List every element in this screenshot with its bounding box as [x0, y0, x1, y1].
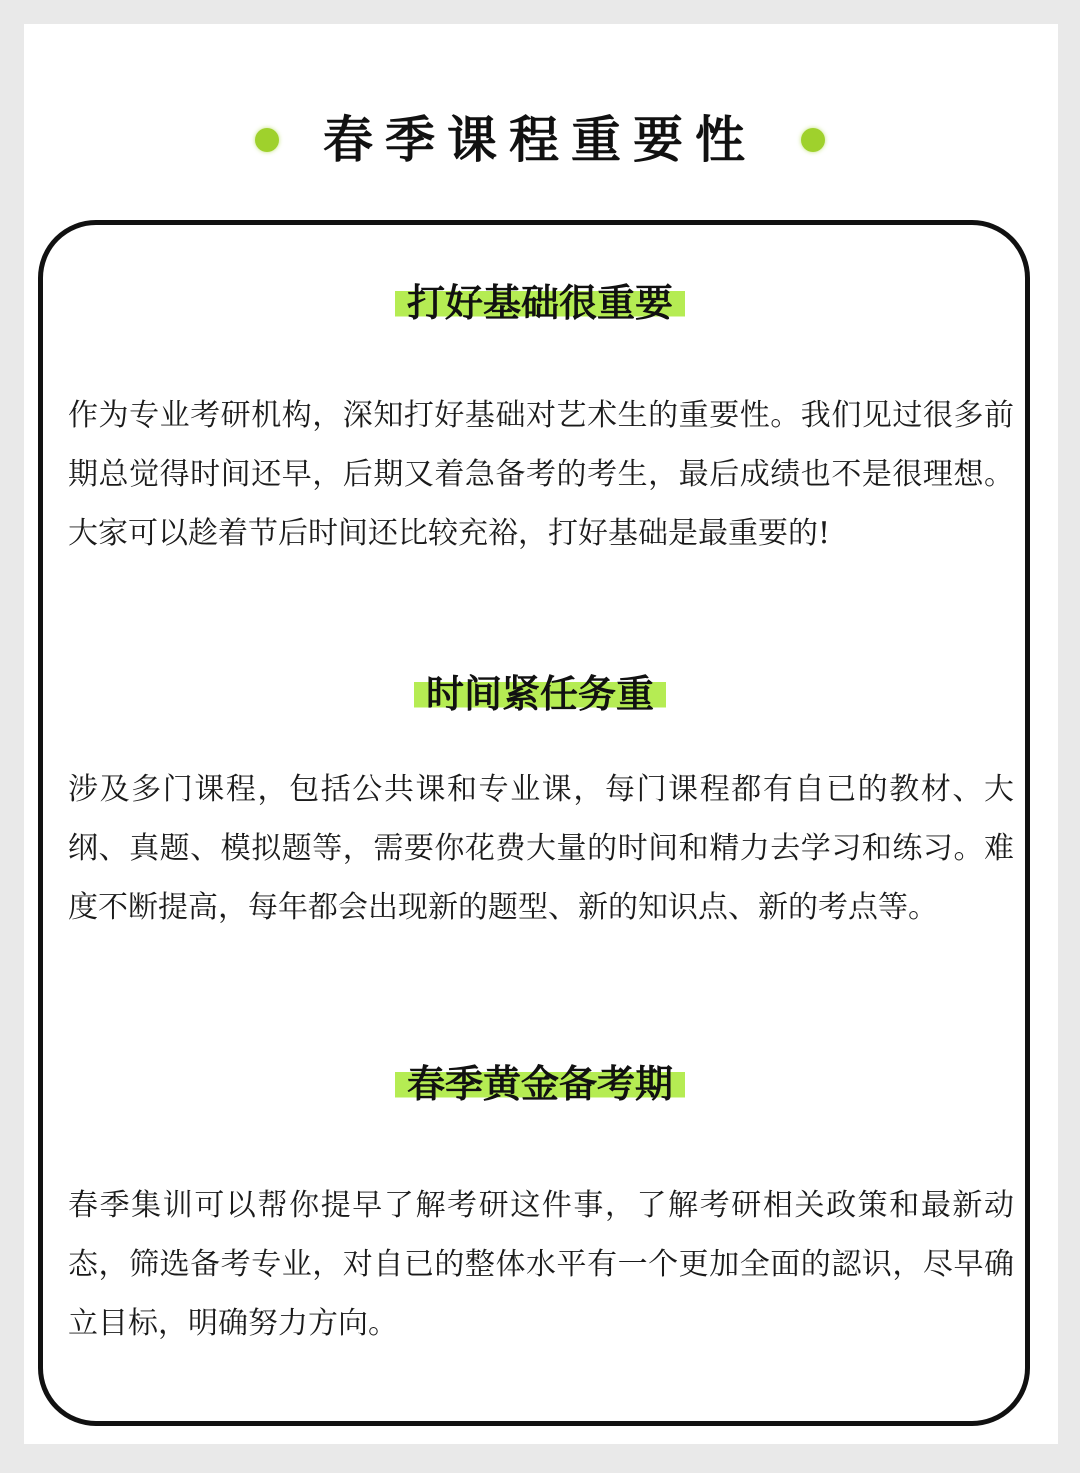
section-heading-label: 时间紧任务重	[414, 675, 666, 713]
section-body-spring-period: 春季集训可以帮你提早了解考研这件事，了解考研相关政策和最新动态，筛选备考专业，对自已的整体水平有一个更加全面的認识，尽早确立目标，明确努力方向。	[68, 1188, 1014, 1341]
section-heading-label: 打好基础很重要	[395, 284, 685, 322]
section-heading-label: 春季黄金备考期	[395, 1065, 685, 1103]
title-row	[0, 100, 1080, 180]
section-heading-spring-period	[0, 1061, 1080, 1106]
section-body-workload: 涉及多门课程，包括公共课和专业课，每门课程都有自已的教材、大纲、真题、模拟题等，需要你花费大量的时间和精力去学习和练习。难度不断提高，每年都会出现新的题型、新的知识点、新的考点等。	[68, 772, 1014, 925]
section-body-foundation: 作为专业考研机构，深知打好基础对艺术生的重要性。我们见过很多前期总觉得时间还早，后期又着急备考的考生，最后成绩也不是很理想。大家可以趁着节后时间还比较充裕，打好基础是最重要的!	[68, 398, 1014, 551]
section-heading-workload	[0, 671, 1080, 716]
page-title: 春季课程重要性	[323, 110, 757, 169]
left-dot-icon	[255, 128, 279, 152]
section-heading-foundation	[0, 280, 1080, 325]
right-dot-icon	[801, 128, 825, 152]
